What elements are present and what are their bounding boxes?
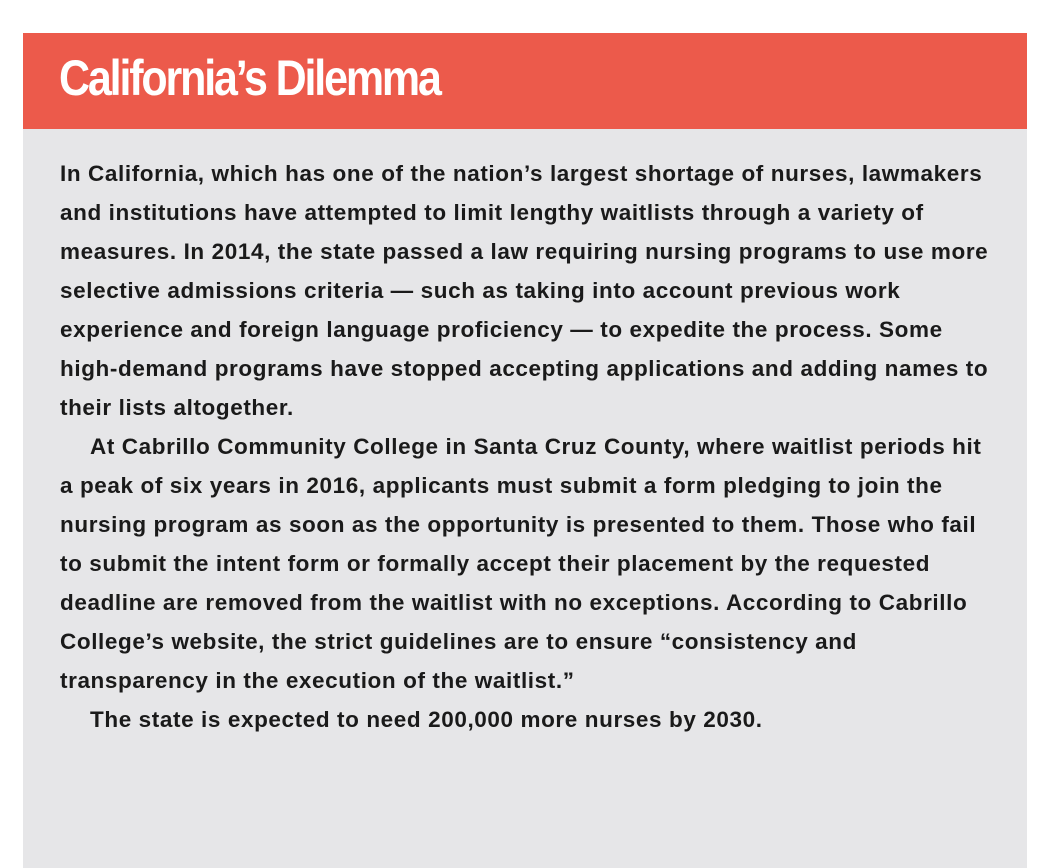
paragraph-3: The state is expected to need 200,000 more nurses by 2030.	[90, 707, 763, 732]
sidebar-title: California’s Dilemma	[59, 50, 440, 106]
title-banner	[23, 33, 1027, 129]
paragraph-2: At Cabrillo Community College in Santa Cruz County, where waitlist periods hit a peak of six years in 2016, applicants must submit a form pledging to join the nursing program as soon as the opportunity is presented to them. Those who fail to submit the intent form or formally accept their placement by the requested deadline are removed from the waitlist with no exceptions. According to Cabrillo College’s website, the strict guidelines are to ensure “consistency and transparency in the execution of the waitlist.”	[60, 434, 982, 693]
sidebar-box	[23, 33, 1027, 868]
sidebar-body	[60, 154, 990, 739]
paragraph-1: In California, which has one of the nation’s largest shortage of nurses, lawmakers and institutions have attempted to limit lengthy waitlists through a variety of measures. In 2014, the state passed a law requiring nursing programs to use more selective admissions criteria — such as taking into account previous work experience and foreign language proficiency — to expedite the process. Some high-demand programs have stopped accepting applications and adding names to their lists altogether.	[60, 161, 989, 420]
